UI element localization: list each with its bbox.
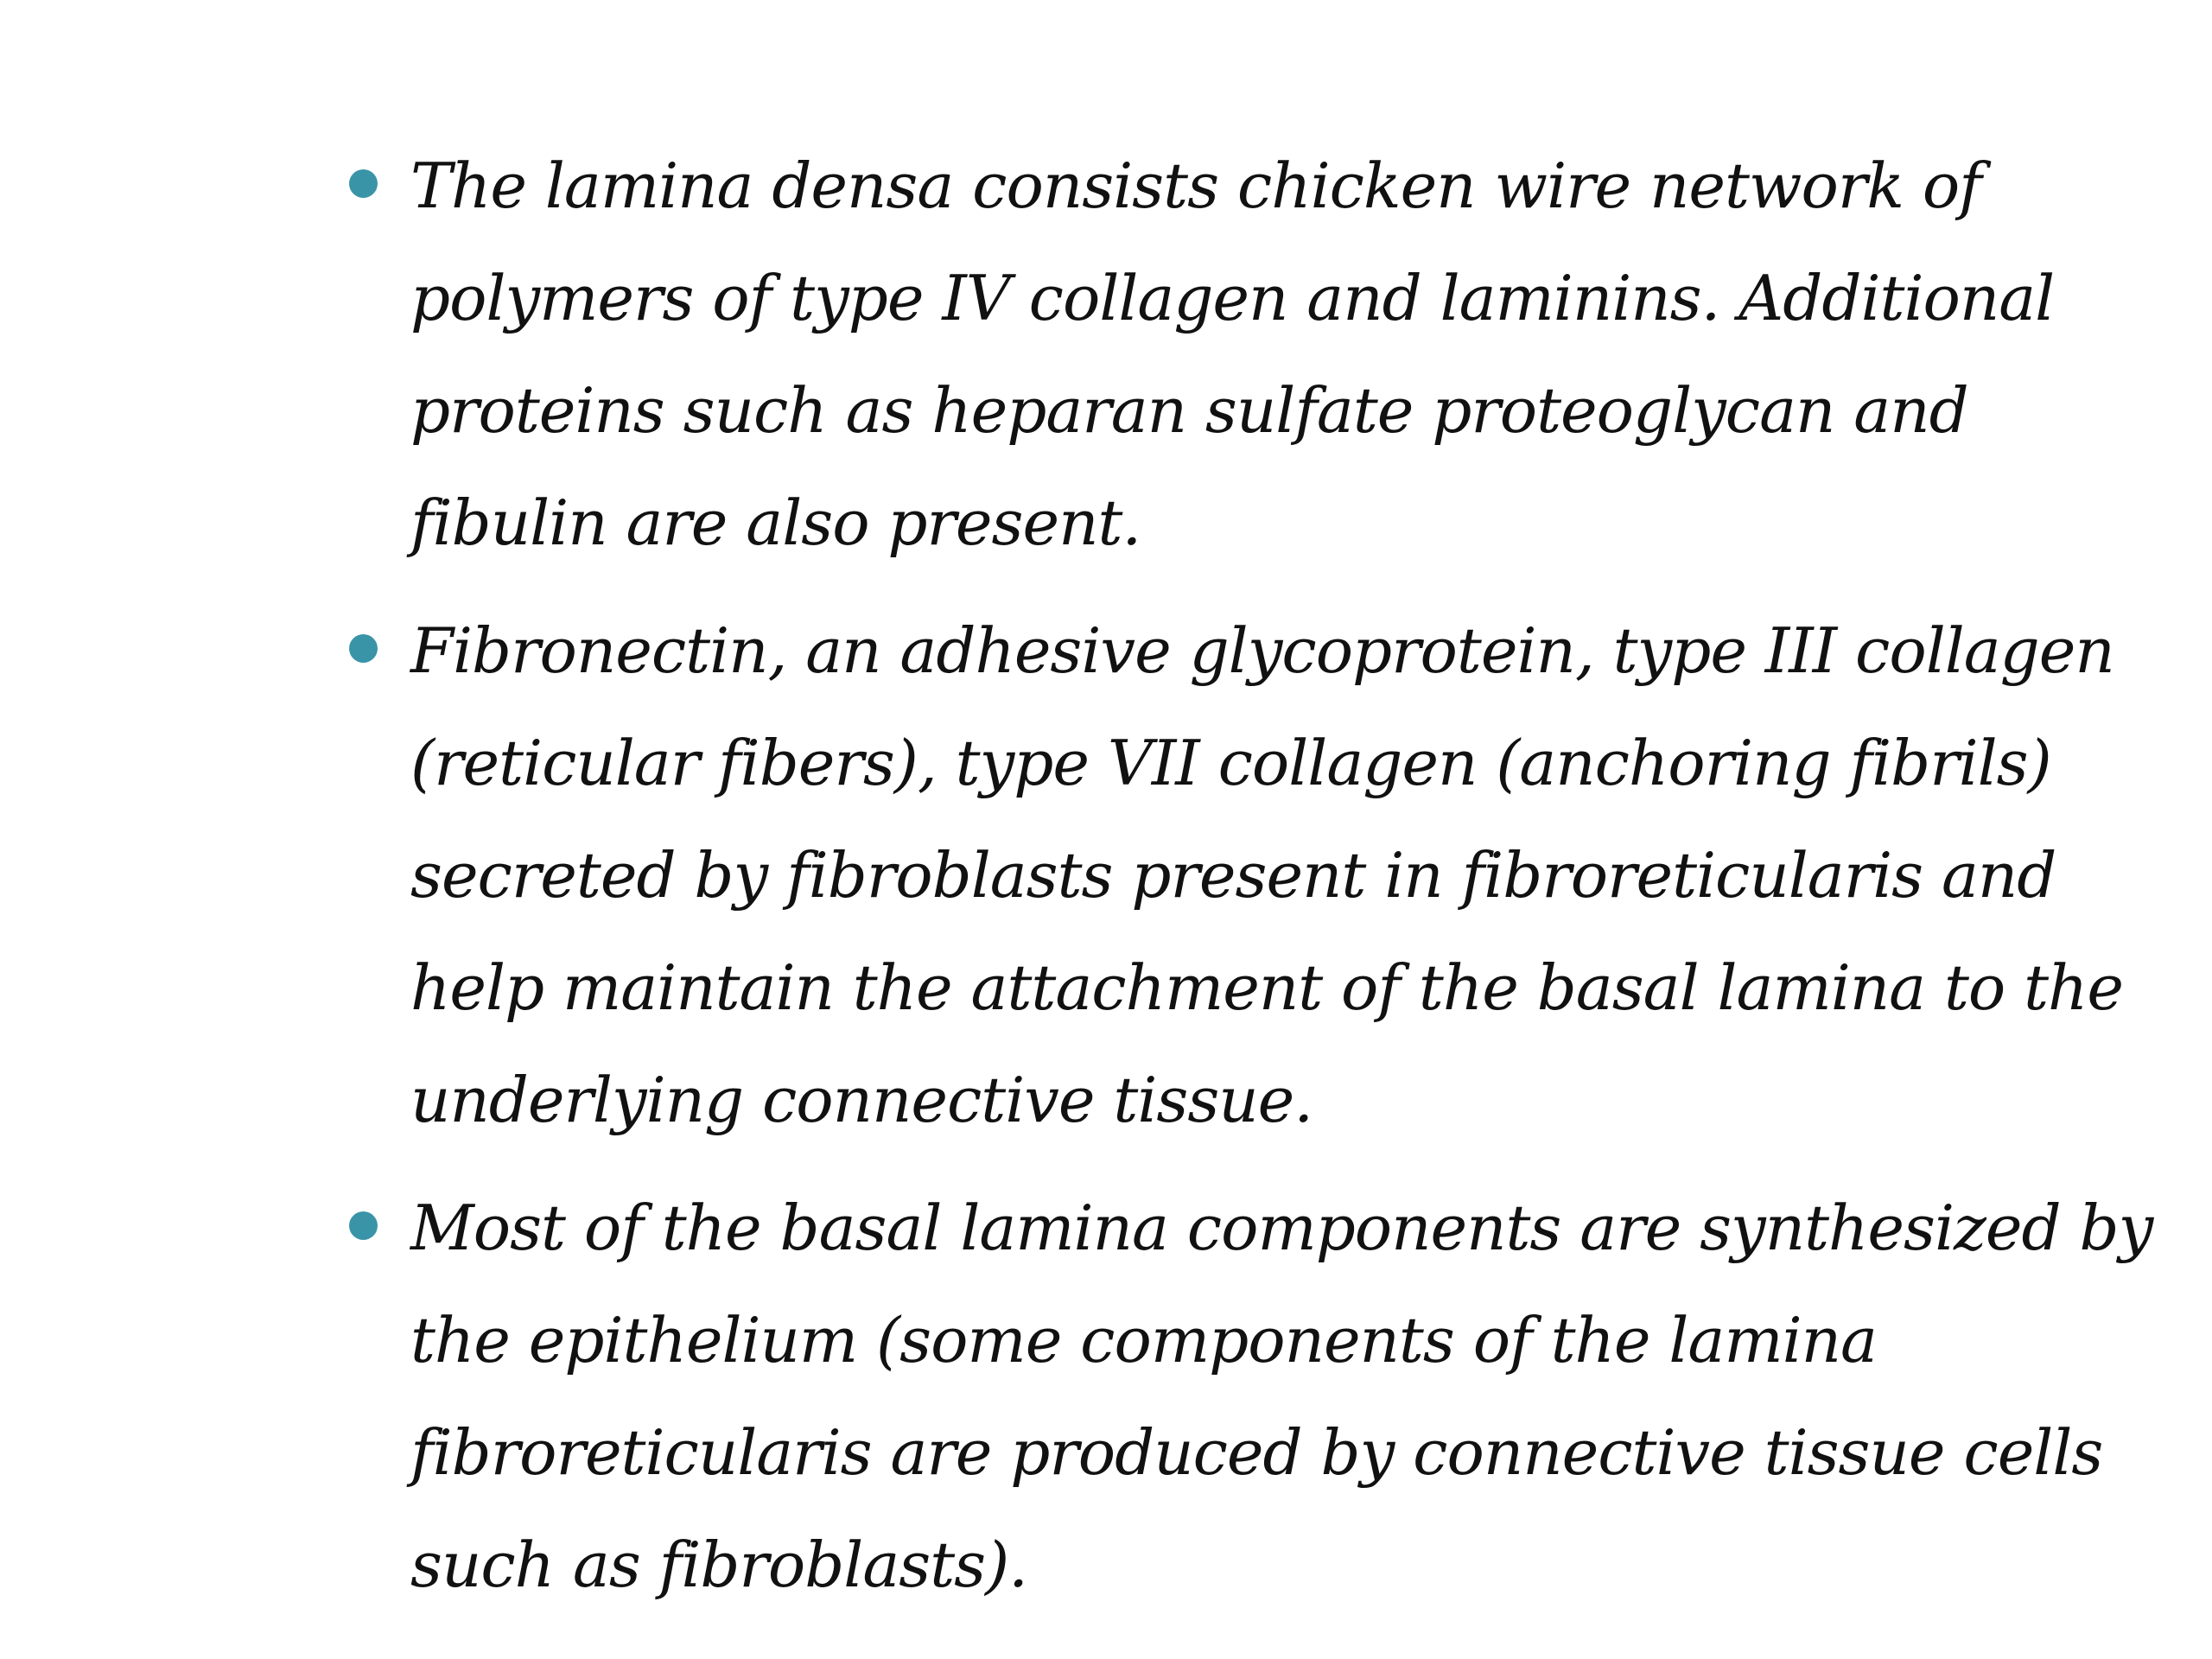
bullet-dot-icon: [349, 634, 378, 663]
bullet-dot-icon: [349, 1211, 378, 1240]
bullet-item: [337, 130, 2169, 579]
bullet-item: [337, 594, 2169, 1156]
slide-content: [337, 130, 2169, 1637]
bullet-list: [337, 130, 2169, 1621]
bullet-item: [337, 1172, 2169, 1621]
bullet-dot-icon: [349, 169, 378, 198]
bullet-text: The lamina densa consists chicken wire network of polymers of type IV collagen and laminins. Additional proteins such as heparan sulfate proteoglycan and fibulin are also present.: [410, 149, 2055, 559]
bullet-text: Fibronectin, an adhesive glycoprotein, type III collagen (reticular fibers), type VII collagen (anchoring fibrils) secreted by fibroblasts present in fibroreticularis and help maintain the attachment of the basal lamina to the underlying connective tissue.: [410, 614, 2124, 1136]
bullet-text: Most of the basal lamina components are synthesized by the epithelium (some components of the lamina fibroreticularis are produced by connective tissue cells such as fibroblasts).: [410, 1192, 2153, 1601]
